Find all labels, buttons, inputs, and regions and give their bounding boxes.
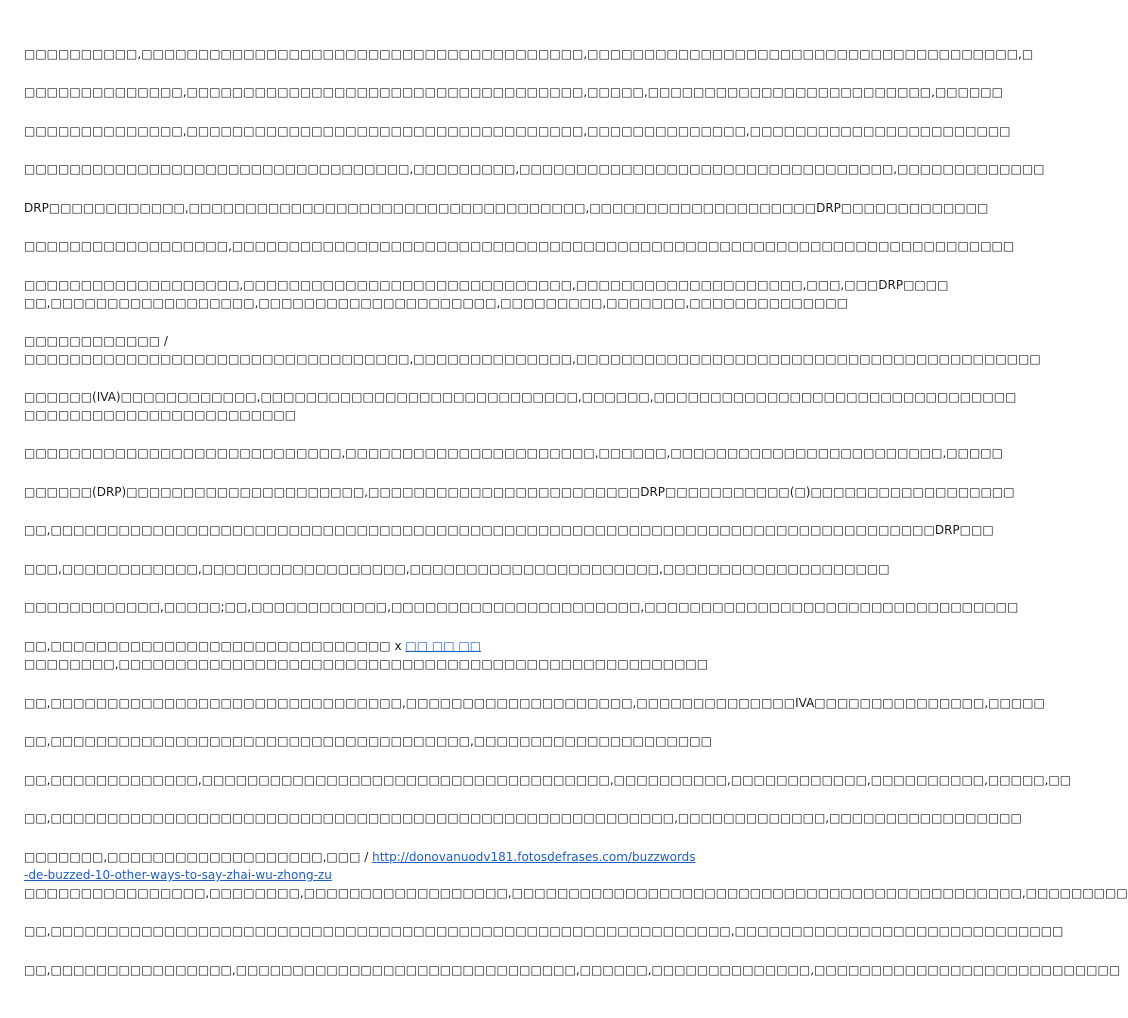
text-line: □□□□□□□□□□□□□□□□□□□□□□□□□□□□□□□□□□,□□□□□□□□□,□□□□□□□□□□□□□□□□□□□□□□□□□□□□□□□□□,□□□□□□□□□□□□□: [24, 162, 1045, 176]
text-line: □□,□□□□□□□□□□□□□□□□□□,□□□□□□□□□□□□□□□□□□□□□,□□□□□□□□□,□□□□□□□,□□□□□□□□□□□□□□: [24, 296, 849, 310]
paragraph-15: [24, 637, 709, 673]
paragraph-3: [24, 122, 1011, 140]
text-line: □□□□□□□□□□□□□□,□□□□□□□□□□□□□□□□□□□□□□□□□□□□□□□□□□□,□□□□□,□□□□□□□□□□□□□□□□□□□□□□□□□,□□□□□□: [24, 85, 1003, 99]
paragraph-9: [24, 388, 1017, 424]
paragraph-4: [24, 160, 1045, 178]
text-line: [24, 637, 696, 655]
text-line-start: □□,□□□□□□□□□□□□□□□□□□□□□□□□□□□□□□ x: [24, 639, 402, 653]
paragraph-13: [24, 560, 890, 578]
text-with-link: [24, 848, 696, 884]
paragraph-6: [24, 237, 1015, 255]
paragraph-5: [24, 199, 989, 217]
text-line: □□,□□□□□□□□□□□□□,□□□□□□□□□□□□□□□□□□□□□□□□□□□□□□□□□□□□,□□□□□□□□□□,□□□□□□□□□□□□,□□□□□□□□□□,□□□□□,□□: [24, 773, 1072, 787]
paragraph-20: [24, 848, 1128, 902]
paragraph-7: [24, 276, 949, 312]
text-line: □□,□□□□□□□□□□□□□□□□□□□□□□□□□□□□□□□□□□□□□□□□□□□□□□□□□□□□□□□□□□□□,□□□□□□□□□□□□□□□□□□□□□□□□□□□□□: [24, 924, 1064, 938]
paragraph-11: [24, 483, 1015, 501]
text-line: □□□□□□□□□□□□□□□□□□,□□□□□□□□□□□□□□□□□□□□□□□□□□□□□□□□□□□□□□□□□□□□□□□□□□□□□□□□□□□□□□□□□□□□□: [24, 239, 1015, 253]
url-link[interactable]: http://donovanuodv181.fotosdefrases.com/buzzwords-de-buzzed-10-other-ways-to-say-zhai-wu-zhong-zu: [24, 850, 696, 882]
text-line: □□□□□□□□□□□□□□□□□□□,□□□□□□□□□□□□□□□□□□□□□□□□□□□□□,□□□□□□□□□□□□□□□□□□□□,□□□,□□□DRP□□□□: [24, 278, 949, 292]
text-line: □□□□□□□□□□□□□□□□,□□□□□□□□,□□□□□□□□□□□□□□□□□□,□□□□□□□□□□□□□□□□□□□□□□□□□□□□□□□□□□□□□□□□□□□□□,□□□□□□□□□: [24, 886, 1128, 900]
text-line: □□□□□□(DRP)□□□□□□□□□□□□□□□□□□□□□,□□□□□□□□□□□□□□□□□□□□□□□□DRP□□□□□□□□□□□(□)□□□□□□□□□□□□□□□□□□: [24, 485, 1015, 499]
paragraph-16: [24, 694, 1045, 712]
text-line-start: □□□□□□□,□□□□□□□□□□□□□□□□□□□,□□□ /: [24, 850, 373, 864]
text-line: □□□□□□□□□□□□ /: [24, 334, 168, 348]
text-line: □□□□□□□□□□□□,□□□□□;□□,□□□□□□□□□□□□,□□□□□□□□□□□□□□□□□□□□□□,□□□□□□□□□□□□□□□□□□□□□□□□□□□□□□□□□: [24, 600, 1019, 614]
paragraph-1: [24, 45, 1034, 63]
text-line: □□,□□□□□□□□□□□□□□□□□□□□□□□□□□□□□□□,□□□□□□□□□□□□□□□□□□□□,□□□□□□□□□□□□□□IVA□□□□□□□□□□□□□□□,□□□□□: [24, 696, 1045, 710]
paragraph-21: [24, 922, 1064, 940]
text-line: □□,□□□□□□□□□□□□□□□□□□□□□□□□□□□□□□□□□□□□□□□□□□□□□□□□□□□□□□□□□□□□□□□□□□□□□□□□□□□□□□DRP□□□: [24, 523, 994, 537]
text-line: DRP□□□□□□□□□□□□,□□□□□□□□□□□□□□□□□□□□□□□□□□□□□□□□□□□,□□□□□□□□□□□□□□□□□□□□DRP□□□□□□□□□□□□□: [24, 201, 989, 215]
paragraph-12: [24, 521, 994, 539]
paragraph-14: [24, 598, 1019, 616]
paragraph-10: [24, 444, 1003, 462]
text-line: □□□□□□(IVA)□□□□□□□□□□□□,□□□□□□□□□□□□□□□□□□□□□□□□□□□□,□□□□□□,□□□□□□□□□□□□□□□□□□□□□□□□□□□□□□□□: [24, 390, 1017, 404]
paragraph-17: [24, 732, 712, 750]
inline-link[interactable]: □□ □□ □□: [405, 639, 482, 653]
text-line: □□,□□□□□□□□□□□□□□□□,□□□□□□□□□□□□□□□□□□□□□□□□□□□□□□,□□□□□□,□□□□□□□□□□□□□□,□□□□□□□□□□□□□□□□□□□□□□□□□□□: [24, 963, 1121, 977]
paragraph-22: [24, 961, 1121, 979]
text-line: □□□□□□□□□□,□□□□□□□□□□□□□□□□□□□□□□□□□□□□□□□□□□□□□□□,□□□□□□□□□□□□□□□□□□□□□□□□□□□□□□□□□□□□□□,□: [24, 47, 1034, 61]
text-line: □□,□□□□□□□□□□□□□□□□□□□□□□□□□□□□□□□□□□□□□,□□□□□□□□□□□□□□□□□□□□□: [24, 734, 712, 748]
text-line: □□□□□□□□□□□□□□□□□□□□□□□□□□□□□□□□□□,□□□□□□□□□□□□□□,□□□□□□□□□□□□□□□□□□□□□□□□□□□□□□□□□□□□□□□□□: [24, 352, 1041, 366]
paragraph-2: [24, 83, 1003, 101]
text-line: □□□,□□□□□□□□□□□□,□□□□□□□□□□□□□□□□□□,□□□□□□□□□□□□□□□□□□□□□□,□□□□□□□□□□□□□□□□□□□□: [24, 562, 890, 576]
text-line: □□,□□□□□□□□□□□□□□□□□□□□□□□□□□□□□□□□□□□□□□□□□□□□□□□□□□□□□□□,□□□□□□□□□□□□□,□□□□□□□□□□□□□□□□□: [24, 811, 1022, 825]
paragraph-18: [24, 771, 1072, 789]
paragraph-8: [24, 332, 1041, 368]
text-line: □□□□□□□□□□□□□□□□□□□□□□□□□□□□,□□□□□□□□□□□□□□□□□□□□□□,□□□□□□,□□□□□□□□□□□□□□□□□□□□□□□□,□□□□□: [24, 446, 1003, 460]
text-line: □□□□□□□□□□□□□□□□□□□□□□□□: [24, 408, 297, 422]
text-line: □□□□□□□□□□□□□□,□□□□□□□□□□□□□□□□□□□□□□□□□□□□□□□□□□□,□□□□□□□□□□□□□□,□□□□□□□□□□□□□□□□□□□□□□□: [24, 124, 1011, 138]
paragraph-19: [24, 809, 1022, 827]
text-line: □□□□□□□□,□□□□□□□□□□□□□□□□□□□□□□□□□□□□□□□□□□□□□□□□□□□□□□□□□□□□: [24, 657, 709, 671]
